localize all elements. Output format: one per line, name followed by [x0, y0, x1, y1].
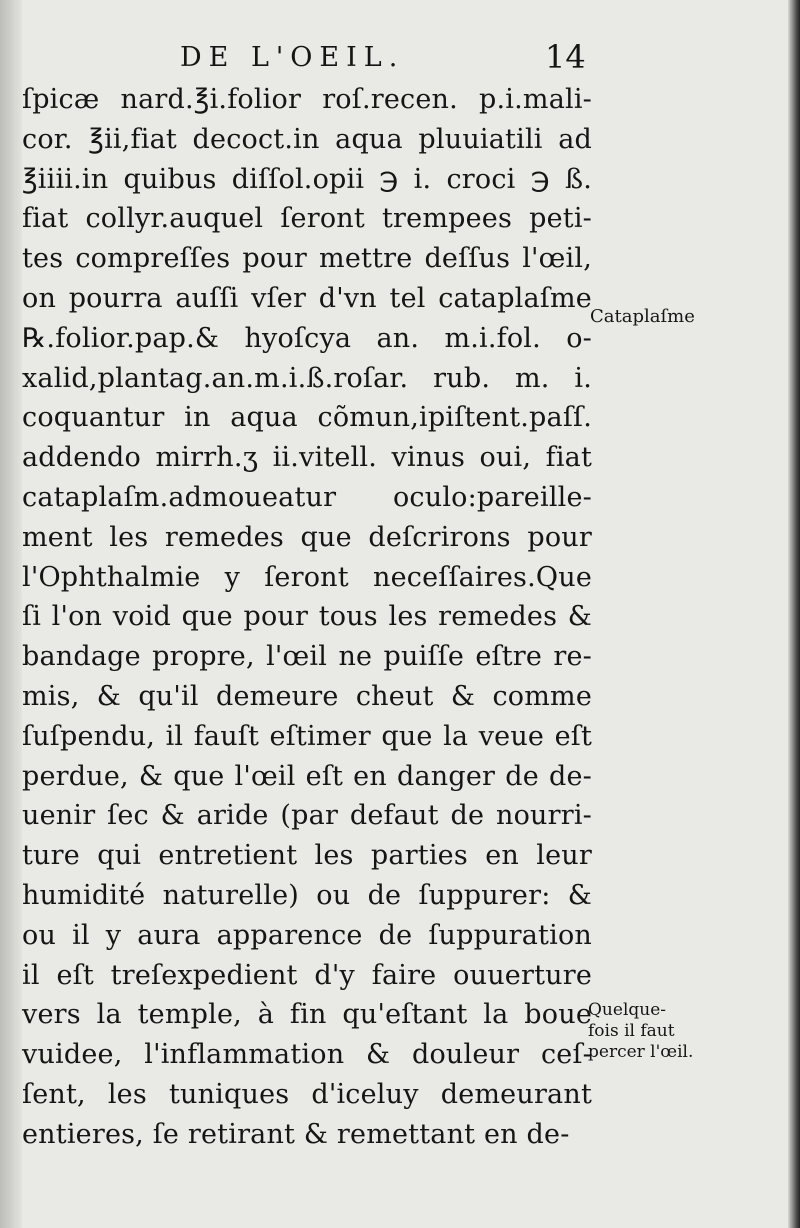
marginal-note-line: Cataplaſme: [590, 306, 695, 327]
text-line: ſi l'on void que pour tous les remedes &: [22, 601, 592, 633]
marginal-note-cataplasme: [590, 306, 695, 327]
text-line: entieres, ſe retirant & remettant en de-: [22, 1118, 570, 1150]
text-line: mis, & qu'il demeure cheut & comme: [22, 680, 592, 712]
text-line: ment les remedes que deſcrirons pour: [22, 521, 592, 553]
text-line: coquantur in aqua cõmun,ipiſtent.paſſ.: [22, 402, 592, 434]
text-line: uenir ſec & aride (par defaut de nourri-: [22, 800, 592, 832]
text-line: ℞.folior.pap.& hyoſcya an. m.i.fol. o-: [22, 322, 592, 354]
text-line: perdue, & que l'œil eſt en danger de de-: [22, 760, 592, 792]
running-head: DE L'OEIL.: [180, 42, 405, 73]
text-line: ture qui entretient les parties en leur: [22, 840, 592, 872]
marginal-note-line: fois il faut: [588, 1021, 675, 1041]
text-line: xalid,plantag.an.m.i.ß.roſar. rub. m. i.: [22, 362, 592, 394]
marginal-note-line: Quelque-: [588, 1000, 667, 1020]
text-line: vers la temple, à fin qu'eſtant la boue: [22, 999, 592, 1031]
text-line: on pourra auſſi vſer d'vn tel cataplaſme: [22, 282, 592, 314]
text-line: ℥iiii.in quibus diſſol.opii ℈ i. croci ℈ ß.: [22, 163, 592, 195]
body-text: [22, 80, 592, 1155]
text-line: ou il y aura apparence de ſuppuration: [22, 919, 592, 951]
text-line: il eſt treſexpedient d'y faire ouuerture: [22, 959, 592, 991]
text-line: ſent, les tuniques d'iceluy demeurant: [22, 1078, 592, 1110]
marginal-note-line: percer l'œil.: [588, 1042, 694, 1062]
text-line: tes compreſſes pour mettre deſſus l'œil,: [22, 243, 592, 275]
page-number: 14: [545, 38, 586, 76]
text-line: l'Ophthalmie y ſeront neceſſaires.Que: [22, 561, 592, 593]
text-line: ſpicæ nard.℥i.folior roſ.recen. p.i.mali-: [22, 84, 592, 115]
text-line: addendo mirrh.ʒ ii.vitell. vinus oui, fiat: [22, 442, 592, 474]
text-line: vuidee, l'inflammation & douleur ceſ-: [22, 1039, 592, 1071]
marginal-note-percer-oeil: [588, 1000, 693, 1063]
text-line: humidité naturelle) ou de ſuppurer: &: [22, 879, 592, 911]
text-line: ſuſpendu, il fauſt eſtimer que la veue eſt: [22, 720, 592, 752]
text-line: bandage propre, l'œil ne puiſſe eſtre re-: [22, 641, 592, 673]
text-line: cataplaſm.admoueatur oculo:pareille-: [22, 481, 592, 513]
text-line: cor. ℥ii,fiat decoct.in aqua pluuiatili ad: [22, 123, 592, 155]
text-line: fiat collyr.auquel ſeront trempees peti-: [22, 203, 592, 235]
